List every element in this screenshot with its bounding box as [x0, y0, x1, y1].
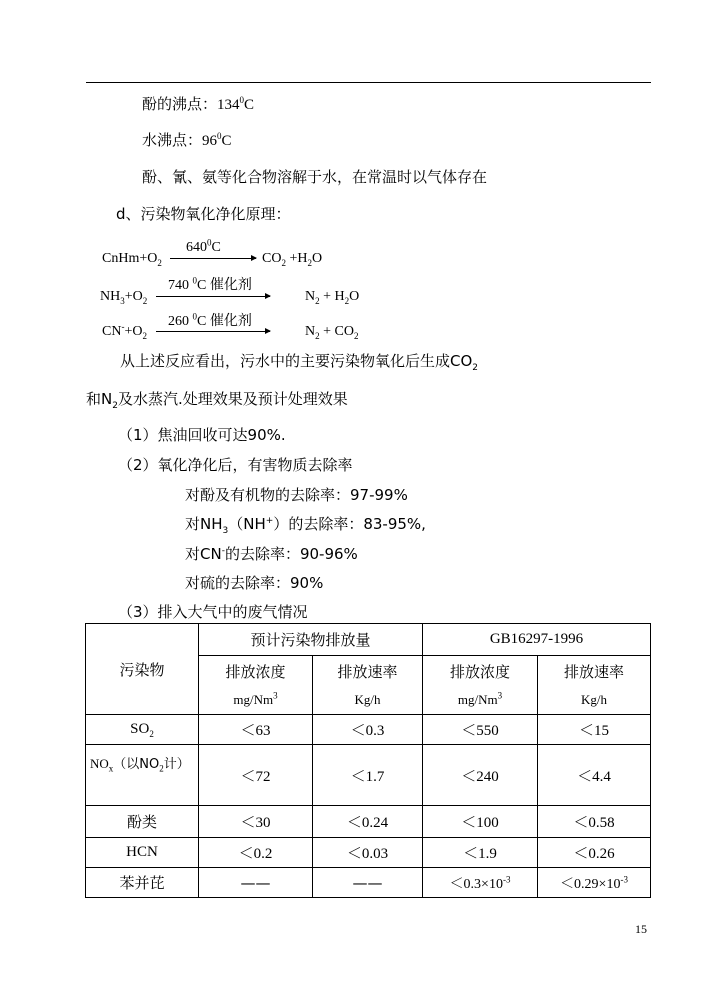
standard-group-header: GB16297-1996: [423, 624, 651, 656]
reaction-3-products: $N_2 + CO_2$: [305, 324, 359, 341]
pollutant-name: 酚类: [86, 806, 199, 838]
est-conc-header: 排放浓度 mg/Nm$^3$: [199, 656, 313, 715]
table-cell: ＜0.03: [313, 838, 423, 868]
table-cell: ＜0.3: [313, 715, 423, 745]
reaction-2-reactant: $NH_3+O_2$: [100, 289, 148, 306]
pollutant-name: $NO_x$（以$NO_2$计）: [86, 745, 199, 806]
reaction-3-reactant: $CN^-+O_2$: [102, 321, 147, 341]
table-cell: ＜1.7: [313, 745, 423, 806]
page-number: 15: [635, 922, 647, 936]
table-cell: ＜1.9: [423, 838, 538, 868]
table-cell: ＜4.4: [538, 745, 651, 806]
table-cell: ＜63: [199, 715, 313, 745]
table-cell: $<0.3\times 10^{-3}$: [423, 868, 538, 898]
reaction-2-arrow: [156, 296, 270, 297]
pollutant-name: HCN: [86, 838, 199, 868]
dissolve-note: 酚、氰、氨等化合物溶解于水，在常温时以气体存在: [142, 168, 488, 186]
emissions-table: [85, 623, 651, 898]
summary-line-2: 和$N_2$及水蒸汽.处理效果及预计处理效果: [86, 390, 348, 411]
table-row: [86, 715, 651, 745]
phenol-boiling-point: 酚的沸点：$134^0C$: [142, 95, 255, 113]
effect-item-2: （2）氧化净化后，有害物质去除率: [118, 456, 353, 474]
reaction-3-condition: 260 $^0$C 催化剂: [168, 311, 252, 329]
table-cell: ＜100: [423, 806, 538, 838]
sulfur-removal-rate: 对硫的去除率：90%: [185, 574, 324, 592]
table-row: [86, 838, 651, 868]
pollutant-name: 苯并芘: [86, 868, 199, 898]
table-cell: ＜240: [423, 745, 538, 806]
table-cell: ＜0.58: [538, 806, 651, 838]
table-cell: ＜0.2: [199, 838, 313, 868]
estimated-group-header: 预计污染物排放量: [199, 624, 423, 656]
summary-line-1: 从上述反应看出，污水中的主要污染物氧化后生成$CO_2$: [120, 352, 479, 373]
table-cell: ＜550: [423, 715, 538, 745]
pollutant-name: $SO_2$: [86, 715, 199, 745]
pollutant-header: 污染物: [86, 624, 199, 715]
table-row: [86, 745, 651, 806]
table-cell: ＜15: [538, 715, 651, 745]
reaction-1-arrow: [170, 258, 256, 259]
reaction-2-products: $N_2 + H_2O$: [305, 289, 360, 306]
reaction-1-condition: $640^0C$: [186, 237, 221, 255]
table-cell: ＜72: [199, 745, 313, 806]
table-row: [86, 806, 651, 838]
table-cell: ＜30: [199, 806, 313, 838]
std-conc-header: 排放浓度 mg/Nm$^3$: [423, 656, 538, 715]
reaction-3-arrow: [156, 331, 270, 332]
phenol-removal-rate: 对酚及有机物的去除率：97-99%: [185, 486, 408, 504]
table-cell: ＜0.24: [313, 806, 423, 838]
table-row: [86, 868, 651, 898]
water-boiling-point: 水沸点：$96^0C$: [142, 131, 232, 149]
table-cell: $<0.29\times 10^{-3}$: [538, 868, 651, 898]
reaction-1-products: $CO_2 +H_2O$: [262, 251, 323, 268]
reaction-1-reactant: $CnHm+O_2$: [102, 251, 162, 268]
effect-item-1: （1）焦油回收可达90%.: [118, 426, 286, 444]
section-d-title: d、污染物氧化净化原理：: [116, 205, 291, 223]
effect-item-3: （3）排入大气中的废气情况: [118, 603, 308, 621]
nh3-removal-rate: 对$NH_3(NH^+)$的去除率：83-95%,: [185, 515, 426, 536]
header-rule: [86, 82, 651, 83]
table-cell: ＜0.26: [538, 838, 651, 868]
reaction-2-condition: 740 $^0$C 催化剂: [168, 275, 252, 293]
std-rate-header: 排放速率 Kg/h: [538, 656, 651, 715]
est-rate-header: 排放速率 Kg/h: [313, 656, 423, 715]
table-group-header-row: [86, 624, 651, 656]
table-cell: ——: [199, 868, 313, 898]
cn-removal-rate: 对CN-的去除率：90-96%: [185, 545, 358, 563]
table-cell: ——: [313, 868, 423, 898]
